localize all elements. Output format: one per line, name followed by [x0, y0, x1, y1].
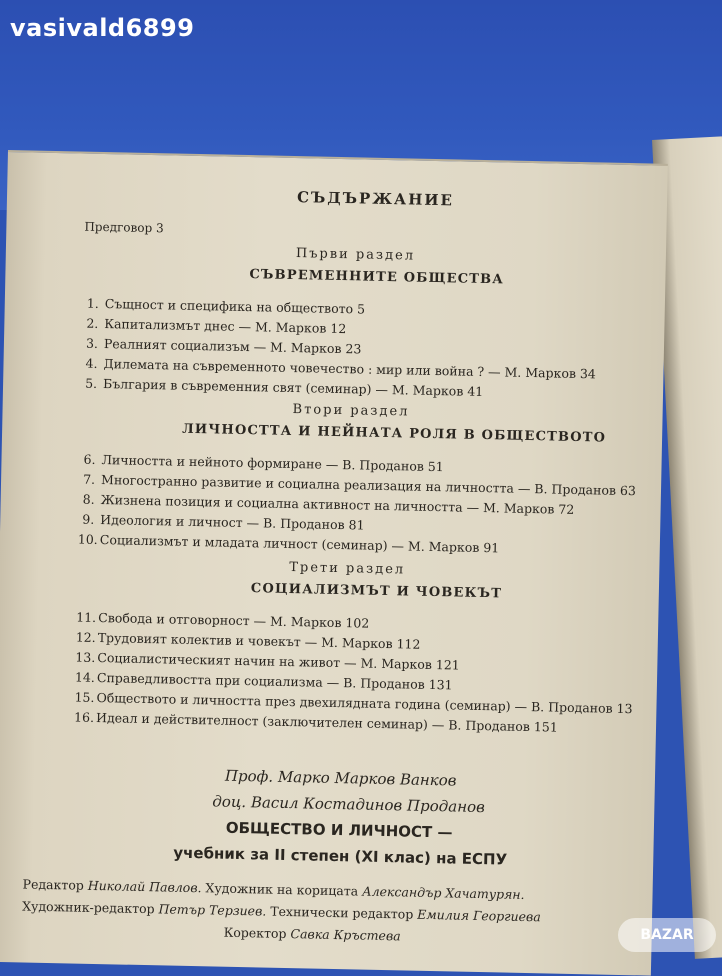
toc-item-number: 16.: [73, 709, 95, 725]
bazar-logo: BAZAR: [618, 918, 716, 952]
credits-line: [22, 898, 541, 924]
toc-item-text: Идеал и действителност (заключителен семинар) — В. Проданов 151: [95, 709, 558, 735]
toc-item-number: 6.: [83, 451, 96, 467]
toc-item-text: Капитализмът днес — М. Марков 12: [104, 316, 347, 337]
section-label: Първи раздел: [295, 246, 416, 264]
section-title: СОЦИАЛИЗМЪТ И ЧОВЕКЪТ: [250, 581, 503, 602]
toc-item-number: 7.: [83, 471, 96, 487]
credit-name: Савка Кръстева: [290, 926, 401, 944]
credits-line: [22, 876, 524, 902]
toc-item-text: България в съвременния свят (семинар) — М. Марков 41: [102, 376, 484, 400]
toc-item-text: Жизнена позиция и социална активност на личността — М. Марков 72: [100, 492, 575, 517]
toc-item-number: 1.: [86, 295, 99, 311]
section-label: Втори раздел: [292, 402, 410, 420]
credit-role: Коректор: [223, 924, 287, 942]
author-2: доц. Васил Костадинов Проданов: [212, 792, 486, 817]
toc-item-number: 10.: [77, 531, 98, 547]
toc-item-number: 5.: [85, 375, 98, 391]
toc-item: [82, 336, 362, 357]
section-label: Трети раздел: [289, 559, 406, 578]
toc-item: [76, 630, 421, 652]
toc-item-number: 15.: [74, 689, 95, 705]
toc-item-text: Многостранно развитие и социална реализация на личността — В. Проданов 63: [100, 472, 637, 499]
toc-item: [79, 452, 443, 475]
toc-item: [76, 610, 369, 631]
credit-name: Николай Павлов.: [87, 877, 202, 896]
credit-name: Александър Хачатурян.: [362, 883, 525, 902]
section-title: СЪВРЕМЕННИТЕ ОБЩЕСТВА: [249, 267, 505, 288]
section-title: ЛИЧНОСТТА И НЕЙНАТА РОЛЯ В ОБЩЕСТВОТО: [182, 421, 607, 446]
toc-item: [82, 316, 346, 337]
toc-item-number: 4.: [85, 355, 98, 371]
toc-item-text: Социализмът и младата личност (семинар) — М. Марков 91: [99, 532, 500, 556]
toc-item-text: Реалният социализъм — М. Марков 23: [103, 336, 362, 357]
credits-line: [224, 925, 401, 944]
credit-role: Технически редактор: [270, 903, 414, 922]
toc-item: [83, 296, 366, 317]
credit-name: Петър Терзиев.: [158, 901, 267, 919]
toc-item: [74, 710, 558, 735]
toc-item-number: 14.: [74, 669, 96, 685]
watermark: vasivald6899: [10, 14, 195, 42]
toc-item-text: Личността и нейното формиране — В. Проданов 51: [101, 452, 444, 475]
toc-item-text: Дилемата на съвременното човечество : мир или война ? — М. Марков 34: [103, 356, 597, 382]
credit-name: Емилия Георгиева: [417, 906, 541, 925]
toc-item: [75, 670, 453, 693]
credit-role: Редактор: [22, 876, 84, 893]
toc-item-number: 3.: [85, 335, 99, 351]
toc-item-number: 8.: [82, 491, 95, 507]
author-1: Проф. Марко Марков Ванков: [224, 766, 457, 790]
toc-item-number: 13.: [75, 649, 96, 665]
toc-item: [81, 376, 483, 399]
credit-role: Художник на корицата: [205, 880, 359, 899]
toc-item-text: Трудовият колектив и човекът — М. Марков 112: [97, 629, 421, 652]
toc-item-number: 11.: [76, 609, 97, 625]
toc-title: СЪДЪРЖАНИЕ: [296, 188, 455, 210]
toc-item: [78, 512, 365, 533]
toc-item-text: Идеология и личност — В. Проданов 81: [100, 512, 365, 533]
book-title: ОБЩЕСТВО И ЛИЧНОСТ —: [225, 818, 453, 842]
toc-item-text: Социалистическият начин на живот — М. Марков 121: [97, 649, 460, 673]
toc-item-text: Обществото и личността през двехилядната година (семинар) — В. Проданов 13: [96, 689, 633, 717]
credit-role: Художник-редактор: [22, 898, 155, 917]
toc-item-text: Справедливостта при социализма — В. Проданов 131: [96, 669, 453, 693]
toc-item-number: 9.: [82, 511, 95, 527]
toc-item-number: 2.: [86, 315, 99, 331]
toc-item: [75, 650, 460, 673]
toc-preface: Предговор 3: [84, 219, 164, 236]
toc-item-text: Същност и специфика на обществото 5: [104, 296, 366, 317]
book-subtitle: учебник за II степен (XI клас) на ЕСПУ: [173, 843, 508, 869]
toc-item-number: 12.: [75, 629, 96, 645]
toc-item: [78, 532, 500, 556]
book-page: [0, 150, 668, 976]
toc-item-text: Свобода и отговорност — М. Марков 102: [98, 609, 370, 631]
